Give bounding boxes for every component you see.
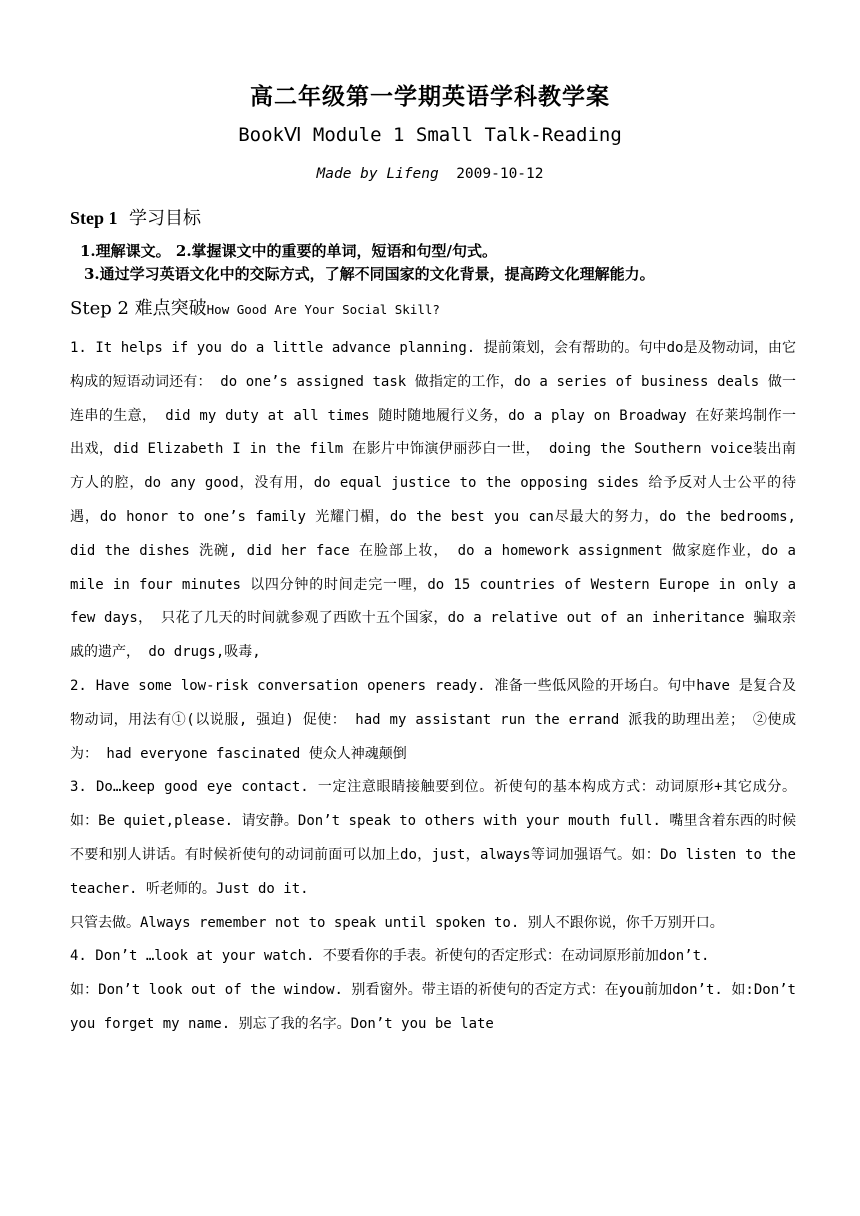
document-subtitle: BookⅥ Module 1 Small Talk-Reading — [238, 124, 622, 146]
document-title: 高二年级第一学期英语学科教学案 — [250, 83, 610, 110]
document-body — [70, 332, 796, 1042]
step1-heading — [70, 204, 201, 230]
step1-goal-line2: 3.通过学习英语文化中的交际方式，了解不同国家的文化背景，提高跨文化理解能力。 — [84, 265, 655, 283]
paragraph: 只管去做。Always remember not to speak until spoken to. 别人不跟你说，你千万别开口。 — [70, 914, 724, 931]
author-line — [0, 166, 860, 182]
step1-heading-cn: 学习目标 — [128, 208, 201, 229]
paragraph: 3. Do…keep good eye contact. 一定注意眼睛接触要到位。祈使句的基本构成方式：动词原形+其它成分。如：Be quiet,please. 请安静。Don’t speak to others with your mouth full. 嘴里含着东西的时候不要和别人讲话。有时候祈使句的动词前面可以加上do，just，always等词加强语气。如：Do listen to the teacher. 听老师的。Just do it. — [70, 779, 796, 897]
paragraph: 4. Don’t …look at your watch. 不要看你的手表。祈使句的否定形式：在动词原形前加don’t. — [70, 948, 710, 965]
paragraph: 如：Don’t look out of the window. 别看窗外。带主语的祈使句的否定方式：在you前加don’t. 如:Don’t you forget my name. 别忘了我的名字。Don’t you be late — [70, 982, 796, 1032]
step2-heading — [70, 294, 440, 320]
step2-heading-main: Step 2 难点突破 — [70, 298, 207, 319]
step2-heading-small: How Good Are Your Social Skill? — [206, 302, 440, 317]
author-name: Made by Lifeng — [316, 166, 439, 182]
paragraph: 2. Have some low-risk conversation openers ready. 准备一些低风险的开场白。句中have 是复合及物动词，用法有①(以说服, 强迫) 促使： had my assistant run the errand 派我的助理出差； ②使成为： had everyone fascinated 使众人神魂颠倒 — [70, 677, 796, 762]
document-date: 2009-10-12 — [456, 166, 544, 182]
paragraph: 1. It helps if you do a little advance planning. 提前策划，会有帮助的。句中do是及物动词，由它构成的短语动词还有： do one’s assigned task 做指定的工作，do a series of business deals 做一连串的生意， did my duty at all times 随时随地履行义务，do a play on Broadway 在好莱坞制作一出戏，did Elizabeth I in the film 在影片中饰演伊丽莎白一世， doing the Southern voice装出南方人的腔，do any good，没有用，do equal justice to the opposing sides 给予反对人士公平的待遇，do honor to one’s family 光耀门楣，do the best you can尽最大的努力，do the bedrooms, did the dishes 洗碗, did her face 在脸部上妆， do a homework assignment 做家庭作业，do a mile in four minutes 以四分钟的时间走完一哩，do 15 countries of Western Europe in only a few days， 只花了几天的时间就参观了西欧十五个国家，do a relative out of an inheritance 骗取亲戚的遗产， do drugs,吸毒, — [70, 340, 796, 661]
step1-heading-en: Step 1 — [70, 208, 118, 228]
step1-goal-line1: 1.理解课文。 2.掌握课文中的重要的单词，短语和句型/句式。 — [80, 242, 498, 260]
